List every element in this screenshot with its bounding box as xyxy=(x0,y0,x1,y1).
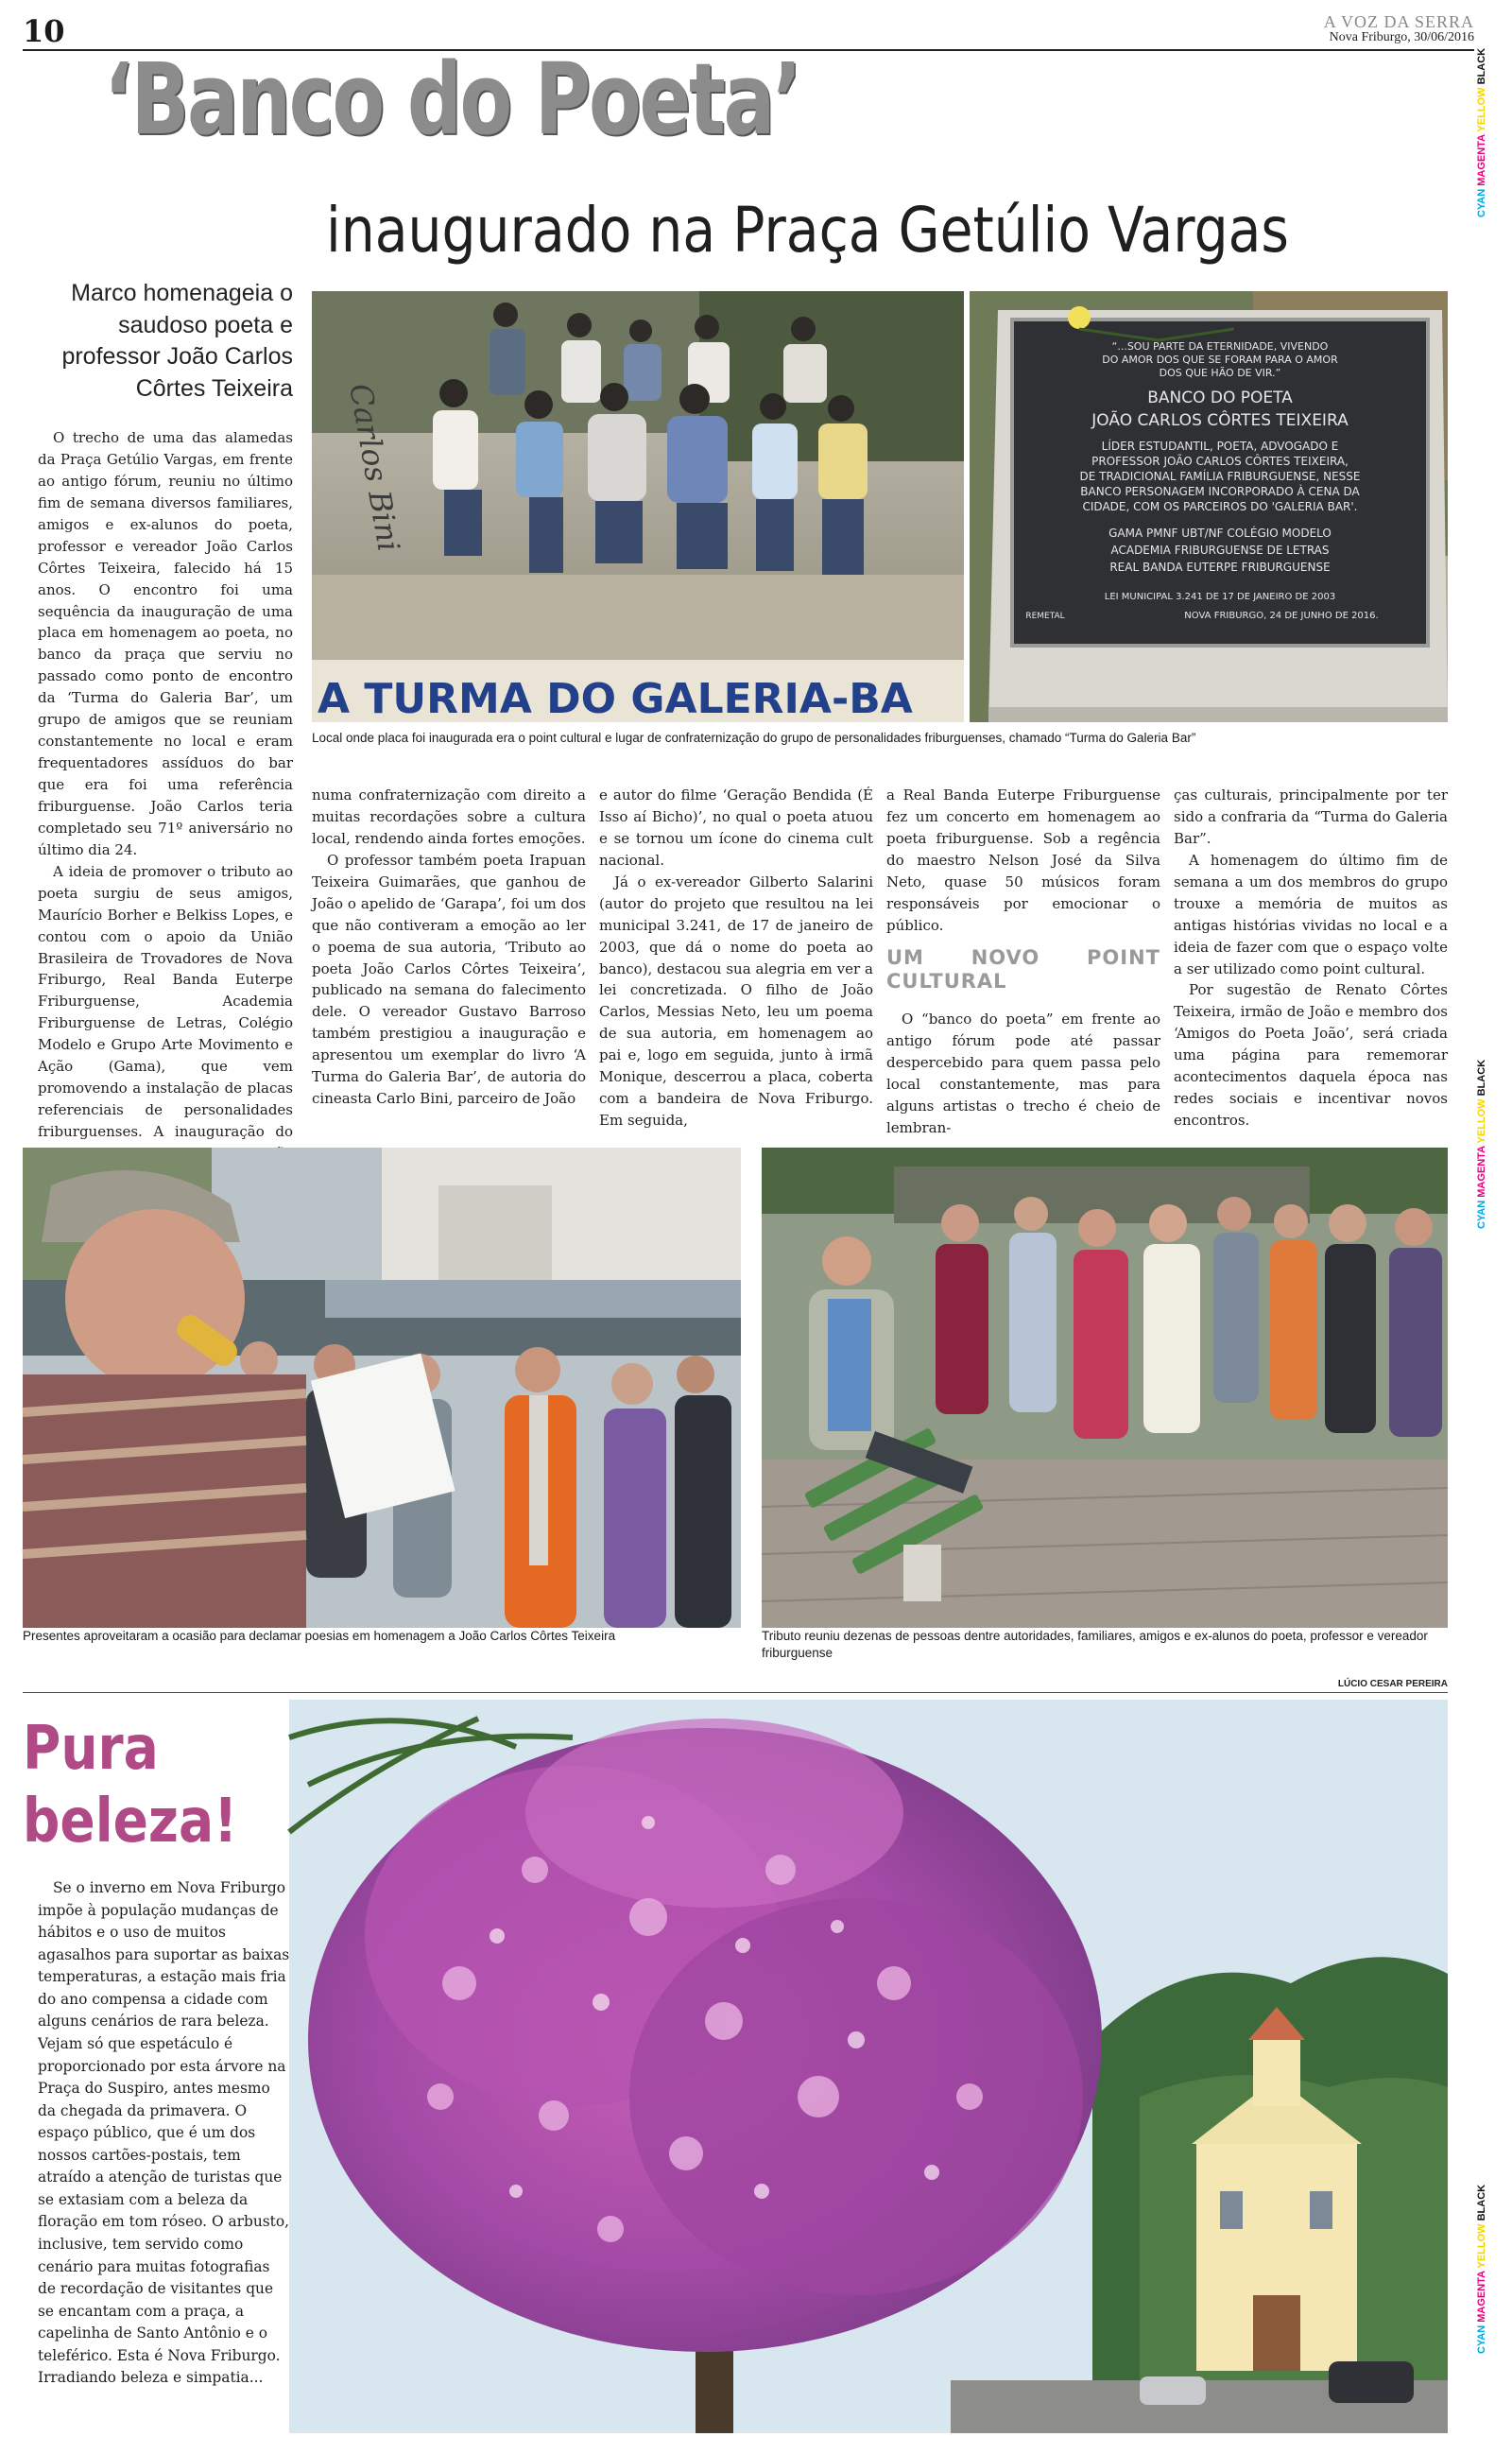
page-number: 10 xyxy=(23,13,65,49)
caption-bottom-right: Tributo reuniu dezenas de pessoas dentre autoridades, familiares, amigos e ex-alunos do poeta, professor e vereador friburguense xyxy=(762,1629,1428,1660)
article-column-5 xyxy=(1174,785,1448,1130)
plaque-line: LEI MUNICIPAL 3.241 DE 17 DE JANEIRO DE 2003 xyxy=(1104,592,1336,602)
subheadline: inaugurado na Praça Getúlio Vargas xyxy=(326,194,1289,267)
paragraph: e autor do filme ‘Geração Bendida (É Isso aí Bicho)’, no qual o poeta atuou e se tornou um ícone do cinema cult nacional. xyxy=(599,786,873,869)
paragraph: A homenagem do último fim de semana a um dos membros do grupo trouxe a memória de muitos as antigas histórias vividas no local e a ideia de fazer com que o espaço volte a ser utilizado como point cultural. xyxy=(1174,851,1448,977)
paragraph: O professor também poeta Irapuan Teixeira Guimarães, que ganhou de João o apelido de ‘Garapa’, foi um dos que não contiveram a emoção ao ler o poema de sua autoria, ‘Tributo ao poeta João Carlos Côrtes Teixeira’, publicado na semana do falecimento dele. O vereador Gustavo Barroso também prestigiou a inauguração e apresentou um exemplar do livro ‘A Turma do Galeria Bar’, de autoria do cineasta Carlo Bini, parceiro de João xyxy=(312,851,586,1108)
photo-tribute-crowd xyxy=(762,1148,1448,1628)
kicker: Marco homenageia o saudoso poeta e professor João Carlos Côrtes Teixeira xyxy=(61,280,293,402)
dateline: Nova Friburgo, 30/06/2016 xyxy=(1329,29,1474,44)
registration-marks-bottom: CYAN MAGENTA YELLOW BLACK xyxy=(1476,2184,1487,2354)
plaque-maker: REMETAL xyxy=(1025,612,1065,621)
caption-bottom-left: Presentes aproveitaram a ocasião para declamar poesias em homenagem a João Carlos Côrtes Teixeira xyxy=(23,1629,616,1643)
section-subhead: UM NOVO POINT CULTURAL xyxy=(886,945,1160,993)
plaque-line: LÍDER ESTUDANTIL, POETA, ADVOGADO E xyxy=(1101,440,1339,453)
photo-turma-do-galeria-bar xyxy=(312,291,964,722)
section-rule xyxy=(23,1692,1448,1693)
plaque-line: GAMA PMNF UBT/NF COLÉGIO MODELO xyxy=(1108,527,1332,540)
plaque-line: PROFESSOR JOÃO CARLOS CÔRTES TEIXEIRA, xyxy=(1091,455,1349,468)
plaque-line: CIDADE, COM OS PARCEIROS DO 'GALERIA BAR'. xyxy=(1082,500,1358,513)
photo-poetry-reading xyxy=(23,1148,741,1628)
article-column-4 xyxy=(886,785,1160,1136)
plaque-line: REAL BANDA EUTERPE FRIBURGUENSE xyxy=(1109,561,1331,574)
paragraph: O trecho de uma das alamedas da Praça Getúlio Vargas, em frente ao antigo fórum, reuniu no último fim de semana diversos familiares, amigos e ex-alunos do poeta, professor e vereador João Carlos Côrtes Teixeira, falecido há 15 anos. O encontro foi uma sequência da inauguração de uma placa em homenagem ao poeta, no banco da praça que serviu no passado como ponto de encontro da ‘Turma do Galeria Bar’, um grupo de amigos que se reuniam constantemente no local e eram frequentadores assíduos do bar que era foi uma referência friburguense. João Carlos teria completado seu 71º aniversário no último dia 24. xyxy=(38,429,293,858)
paragraph: Se o inverno em Nova Friburgo impõe à população mudanças de hábitos e o uso de muitos agasalhos para suportar as baixas temperaturas, a estação mais fria do ano compensa a cidade com alguns cenários de rara beleza. Vejam só que espetáculo é proporcionado por esta árvore na Praça do Suspiro, antes mesmo da chegada da primavera. O espaço público, que é um dos nossos cartões-postais, tem atraído a atenção de turistas que se extasiam com a beleza da floração em tom róseo. O arbusto, inclusive, tem servido como cenário para muitas fotografias de recordação de visitantes que se encantam com a praça, a capelinha de Santo Antônio e o teleférico. Esta é Nova Friburgo. Irradiando beleza e simpatia... xyxy=(38,1879,290,2387)
article-column-2 xyxy=(312,785,586,1125)
article-column-1 xyxy=(38,427,293,1140)
plaque-line: DOS QUE HÃO DE VIR.” xyxy=(1159,367,1281,379)
plaque-line: BANCO PERSONAGEM INCORPORADO À CENA DA xyxy=(1080,485,1360,498)
photo-flowering-tree xyxy=(289,1700,1448,2433)
feature-body xyxy=(38,1877,291,2445)
paragraph: Já o ex-vereador Gilberto Salarini (autor do projeto que resultou na lei municipal 3.241, de 17 de janeiro de 2003, que dá o nome do poeta ao banco), destacou sua alegria em ver a lei concretizada. O filho de João Carlos, Messias Neto, leu um poema de sua autoria, em homenagem ao pai e, logo em seguida, junto à irmã Monique, descerrou a placa, coberta com a bandeira de Nova Friburgo. Em seguida, xyxy=(599,873,873,1130)
photo-plaque-banco-do-poeta xyxy=(970,291,1448,722)
plaque-line: NOVA FRIBURGO, 24 DE JUNHO DE 2016. xyxy=(1184,611,1379,621)
caption-top-photos: Local onde placa foi inaugurada era o point cultural e lugar de confraternização do grupo de personalidades friburguenses, chamado “Turma do Galeria Bar” xyxy=(312,731,1196,745)
photo-banner-text: A TURMA DO GALERIA-BA xyxy=(318,675,913,723)
feature-title: Pura beleza! xyxy=(23,1714,238,1857)
plaque-line: BANCO DO POETA xyxy=(1147,389,1293,407)
paragraph: Por sugestão de Renato Côrtes Teixeira, irmão de João e membro dos ‘Amigos do Poeta João’, será criada uma página para rememorar acontecimentos daquela época nas redes sociais e incentivar novos encontros. xyxy=(1174,981,1448,1130)
plaque-line: JOÃO CARLOS CÔRTES TEIXEIRA xyxy=(1091,411,1349,430)
paragraph: A ideia de promover o tributo ao poeta surgiu de seus amigos, Maurício Borher e Belkiss Lopes, e contou com o apoio da União Brasileira de Trovadores de Nova Friburgo, Real Banda Euterpe Friburguense, Academia Friburguense de Letras, Colégio Modelo e Grupo Arte Movimento e Ação (Gama), que vem promovendo a instalação de placas referenciais de personalidades friburguenses. A inauguração do xyxy=(38,862,293,1140)
publication-name: A VOZ DA SERRA xyxy=(1323,12,1474,31)
photo-signature: Carlos Bini xyxy=(342,380,407,555)
plaque-line: DO AMOR DOS QUE SE FORAM PARA O AMOR xyxy=(1102,354,1338,366)
article-column-3 xyxy=(599,785,873,1130)
plaque-line: “...SOU PARTE DA ETERNIDADE, VIVENDO xyxy=(1111,340,1329,353)
paragraph: O “banco do poeta” em frente ao antigo fórum pode até passar despercebido para quem passa pelo local constantemente, mas para alguns artistas o trecho é cheio de lembran- xyxy=(886,1010,1160,1136)
headline: ‘Banco do Poeta’ xyxy=(104,42,800,157)
masthead xyxy=(1324,13,1474,45)
paragraph: numa confraternização com direito a muitas recordações sobre a cultura local, rendendo ainda fortes emoções. xyxy=(312,786,586,847)
paragraph: ças culturais, principalmente por ter sido a confraria da “Turma do Galeria Bar”. xyxy=(1174,786,1448,847)
photo-credit: LÚCIO CESAR PEREIRA xyxy=(1337,1679,1448,1689)
plaque-line: ACADEMIA FRIBURGUENSE DE LETRAS xyxy=(1110,544,1330,557)
plaque-line: DE TRADICIONAL FAMÍLIA FRIBURGUENSE, NESSE xyxy=(1079,470,1361,483)
paragraph: a Real Banda Euterpe Friburguense fez um concerto em homenagem ao poeta friburguense. Sob a regência do maestro Nelson José da Silva Neto, quase 50 músicos foram responsáveis por emocionar o público. xyxy=(886,786,1160,934)
registration-marks-middle: CYAN MAGENTA YELLOW BLACK xyxy=(1476,1059,1487,1229)
registration-marks-top: CYAN MAGENTA YELLOW BLACK xyxy=(1476,47,1487,217)
